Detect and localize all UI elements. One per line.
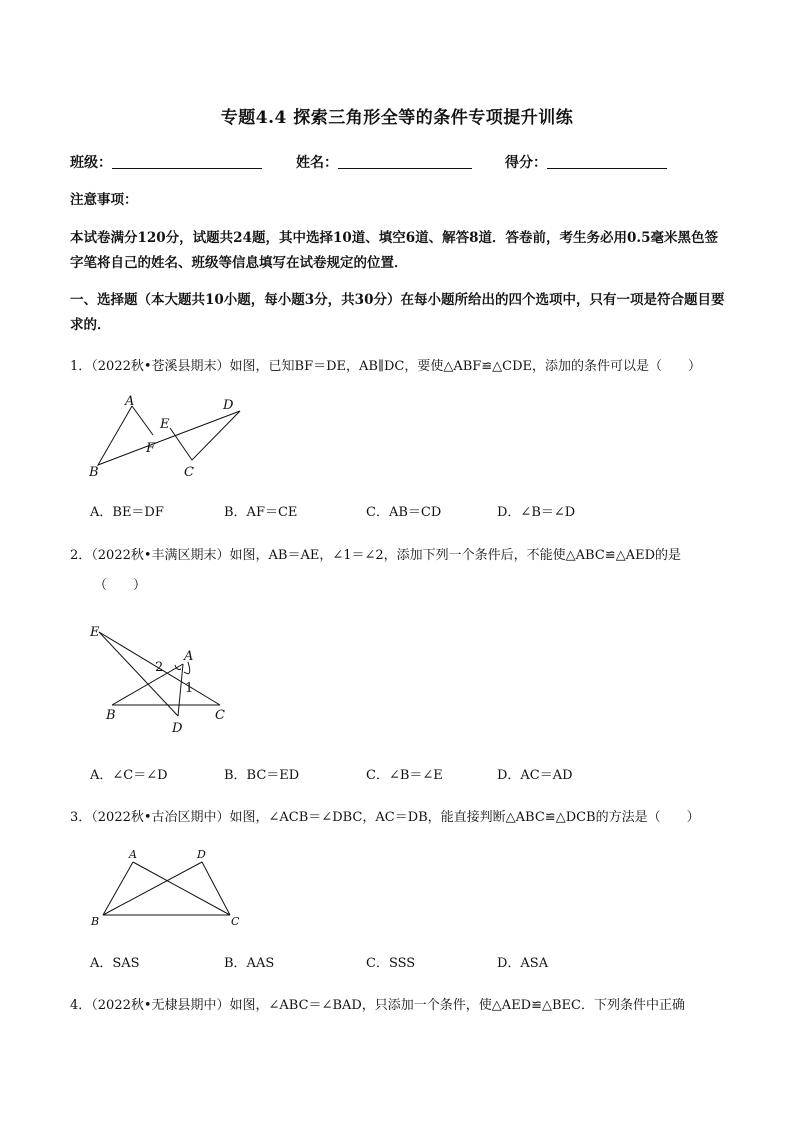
name-field bbox=[296, 152, 472, 172]
question-2-option-b[interactable]: B．BC＝ED bbox=[224, 768, 300, 783]
figure-2-label-b: B bbox=[106, 708, 116, 723]
page-title: 专题4.4 探索三角形全等的条件专项提升训练 bbox=[220, 108, 574, 128]
question-3-text: 3．（2022秋•古冶区期中）如图，∠ACB＝∠DBC，AC＝DB，能直接判断△ABC≌△DCB的方法是（ ） bbox=[70, 810, 700, 825]
figure-1-path bbox=[98, 406, 240, 465]
notes-heading: 注意事项： bbox=[70, 192, 138, 208]
class-label: 班级： bbox=[70, 155, 112, 171]
class-blank[interactable] bbox=[112, 154, 262, 169]
figure-1-label-c: C bbox=[184, 465, 194, 480]
question-2-option-c[interactable]: C．∠B＝∠E bbox=[366, 768, 443, 783]
figure-2-label-e: E bbox=[90, 625, 100, 640]
question-4-text: 4．（2022秋•无棣县期中）如图，∠ABC＝∠BAD，只添加一个条件，使△AED≌△BEC．下列条件中正确 bbox=[70, 998, 685, 1013]
figure-1-label-a: A bbox=[125, 394, 135, 409]
question-2-option-a[interactable]: A．∠C＝∠D bbox=[90, 768, 168, 783]
question-1-option-c[interactable]: C．AB＝CD bbox=[366, 505, 442, 520]
figure-3-label-c: C bbox=[231, 915, 240, 927]
name-label: 姓名： bbox=[296, 155, 338, 171]
question-1-text: 1．（2022秋•苍溪县期末）如图，已知BF＝DE，AB∥DC，要使△ABF≌△CDE，添加的条件可以是（ ） bbox=[70, 359, 702, 374]
question-2-answer-paren: （ ） bbox=[94, 578, 147, 593]
figure-3-label-b: B bbox=[91, 915, 100, 927]
question-2-figure bbox=[85, 620, 245, 738]
question-2-text: 2．（2022秋•丰满区期末）如图，AB＝AE，∠1＝∠2，添加下列一个条件后，不能使△ABC≌△AED的是 bbox=[70, 548, 681, 563]
figure-1-label-e: E bbox=[160, 417, 170, 432]
question-3-option-d[interactable]: D．ASA bbox=[497, 956, 549, 971]
section-heading: 一、选择题（本大题共10小题，每小题3分，共30分）在每小题所给出的四个选项中，只有一项是符合题目要求的． bbox=[70, 292, 725, 333]
question-3-option-c[interactable]: C．SSS bbox=[366, 956, 416, 971]
question-1-figure bbox=[80, 390, 260, 485]
figure-2-label-a: A bbox=[184, 649, 194, 664]
question-3-figure bbox=[85, 845, 245, 927]
figure-2-label-d: D bbox=[172, 721, 183, 736]
question-2-option-d[interactable]: D．AC＝AD bbox=[497, 768, 573, 783]
figure-1-segment-af bbox=[132, 406, 153, 435]
score-label: 得分： bbox=[505, 155, 547, 171]
score-blank[interactable] bbox=[547, 154, 667, 169]
figure-1-label-f: F bbox=[146, 441, 156, 456]
name-blank[interactable] bbox=[338, 154, 472, 169]
figure-1-label-b: B bbox=[89, 465, 99, 480]
figure-2-label-c: C bbox=[215, 708, 225, 723]
question-1-option-a[interactable]: A．BE＝DF bbox=[90, 505, 164, 520]
figure-2-label-1: 1 bbox=[185, 681, 194, 696]
notes-text: 本试卷满分120分，试题共24题，其中选择10道、填空6道、解答8道．答卷前，考生务必用0.5毫米黑色签字笔将自己的姓名、班级等信息填写在试卷规定的位置． bbox=[70, 230, 719, 271]
figure-3-label-d: D bbox=[197, 848, 206, 861]
question-1-option-d[interactable]: D．∠B＝∠D bbox=[497, 505, 576, 520]
figure-2-label-2: 2 bbox=[155, 660, 164, 675]
score-field bbox=[505, 152, 667, 172]
figure-2-segment-ba bbox=[112, 664, 183, 705]
figure-2-segment-ad bbox=[178, 664, 183, 716]
figure-1-label-d: D bbox=[223, 398, 234, 413]
question-3-option-b[interactable]: B．AAS bbox=[224, 956, 275, 971]
figure-3-label-a: A bbox=[129, 848, 137, 861]
class-field bbox=[70, 152, 262, 172]
question-1-option-b[interactable]: B．AF＝CE bbox=[224, 505, 298, 520]
question-3-option-a[interactable]: A．SAS bbox=[90, 956, 140, 971]
